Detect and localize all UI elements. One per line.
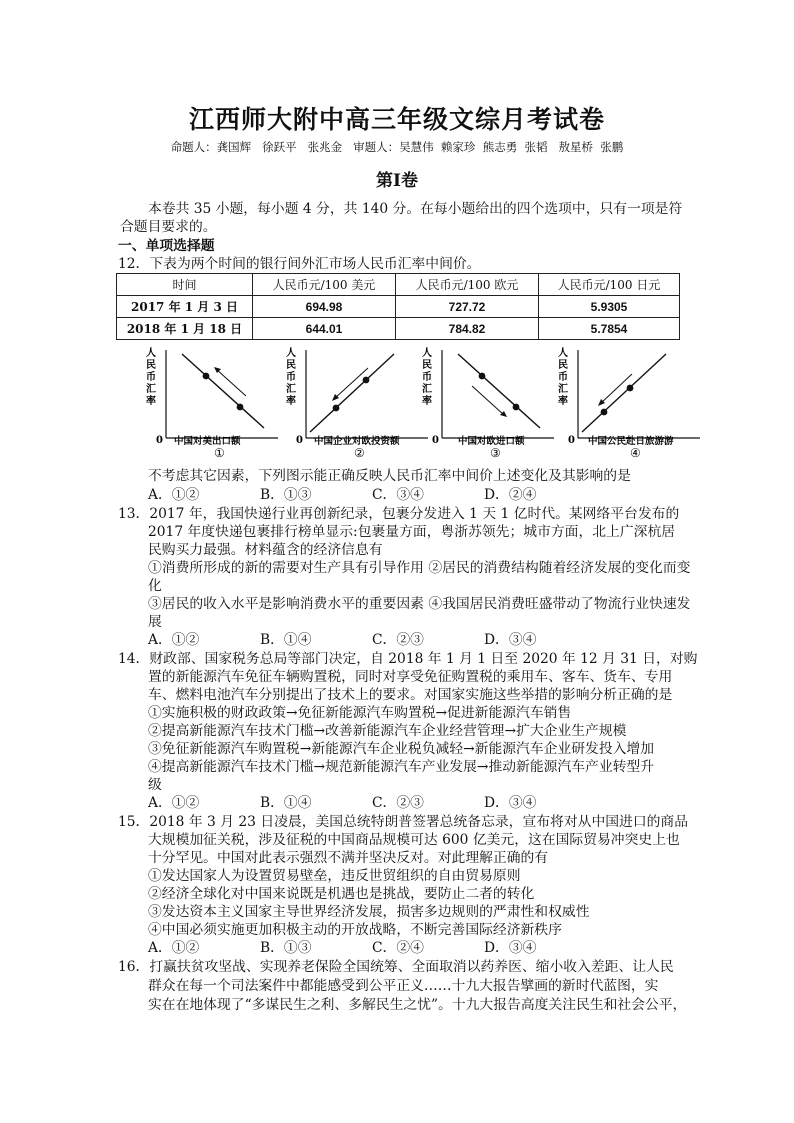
option-b: B．①④ <box>260 795 312 811</box>
q15-line: ④中国必须实施更加积极主动的开放战略，不断完善国际经济新秩序 <box>148 922 562 938</box>
table-cell: 694.98 <box>253 296 396 318</box>
table-cell: 5.9305 <box>539 296 680 318</box>
table-header-cell: 人民币元/100 日元 <box>539 274 680 296</box>
q15-line: 十分罕见。中国对此表示强烈不满并坚决反对。对此理解正确的有 <box>148 850 549 866</box>
curve <box>582 354 666 432</box>
q12-options <box>148 486 536 504</box>
option-d: D．③④ <box>484 632 537 648</box>
q15-line: ②经济全球化对中国来说既是机遇也是挑战，要防止二者的转化 <box>148 886 535 902</box>
q15-line: 大规模加征关税，涉及征税的中国商品规模可达 600 亿美元，这在国际贸易冲突史上也 <box>148 832 680 848</box>
part-heading: 一、单项选择题 <box>118 238 215 254</box>
q14-options <box>148 794 536 812</box>
y-axis-label: 人民币汇率 <box>146 348 156 407</box>
q13-options <box>148 631 536 649</box>
point <box>601 409 608 416</box>
table-cell: 644.01 <box>253 318 396 340</box>
table-row <box>117 296 680 318</box>
q14-line: ③免征新能源汽车购置税→新能源汽车企业税负减轻→新能源汽车企业研发投入增加 <box>148 741 655 757</box>
point <box>203 373 210 380</box>
q15-line: ③发达资本主义国家主导世界经济发展，损害多边规则的严肃性和权威性 <box>148 904 590 920</box>
graph-3 <box>418 346 558 458</box>
origin-label: 0 <box>432 435 439 446</box>
x-axis-label: 中国对美出口额 <box>174 436 241 447</box>
table-cell: 727.72 <box>396 296 539 318</box>
point <box>237 404 244 411</box>
table-cell-date: 2018 年 1 月 18 日 <box>117 318 253 340</box>
q14-line: 车、燃料电池汽车分别提出了技术上的要求。对国家实施这些举措的影响分析正确的是 <box>148 687 673 703</box>
x-axis-label: 中国公民赴日旅游游 <box>588 436 674 447</box>
table-header-cell: 人民币元/100 美元 <box>253 274 396 296</box>
option-b: B．①③ <box>260 487 312 503</box>
curve <box>182 354 264 428</box>
arrow <box>216 369 246 396</box>
exchange-rate-table <box>116 273 680 340</box>
q14-line: ②提高新能源汽车技术门槛→改善新能源汽车企业经营管理→扩大企业生产规模 <box>148 723 627 739</box>
q13-line: 展 <box>148 614 162 630</box>
q13-line: ①消费所形成的新的需要对生产具有引导作用 ②居民的消费结构随着经济发展的变化而变 <box>148 560 691 576</box>
table-header-row <box>117 274 680 296</box>
q12-question: 不考虑其它因素，下列图示能正确反映人民币汇率中间价上述变化及其影响的是 <box>148 468 631 484</box>
option-a: A．①② <box>148 795 200 811</box>
origin-label: 0 <box>296 435 303 446</box>
origin-label: 0 <box>156 435 163 446</box>
table-cell: 5.7854 <box>539 318 680 340</box>
intro-line-1: 本卷共 35 小题，每小题 4 分，共 140 分。在每小题给出的四个选项中，只有一项是符 <box>148 201 683 217</box>
exam-title: 江西师大附中高三年级文综月考试卷 <box>188 105 605 134</box>
x-axis-label: 中国对欧进口额 <box>458 436 525 447</box>
option-c: C．③④ <box>372 487 424 503</box>
point <box>333 405 340 412</box>
y-axis-label: 人民币汇率 <box>422 348 432 407</box>
origin-label: 0 <box>568 435 575 446</box>
point <box>513 404 520 411</box>
option-d: D．③④ <box>484 795 537 811</box>
graph-number: ③ <box>490 446 501 458</box>
point <box>363 377 370 384</box>
q12-stem: 12．下表为两个时间的银行间外汇市场人民币汇率中间价。 <box>118 256 481 272</box>
table-cell: 784.82 <box>396 318 539 340</box>
table-row <box>117 318 680 340</box>
y-axis-label: 人民币汇率 <box>286 348 296 407</box>
q13-line: 民购买力最强。材料蕴含的经济信息有 <box>148 542 383 558</box>
y-axis-label: 人民币汇率 <box>558 348 568 407</box>
q16-line: 实在在地体现了“多谋民生之利、多解民生之忧”。十九大报告高度关注民生和社会公平， <box>148 997 687 1013</box>
option-a: A．①② <box>148 632 200 648</box>
option-b: B．①④ <box>260 632 312 648</box>
q13-line: 2017 年度快递包裹排行榜单显示:包裹量方面，粤浙苏领先；城市方面，北上广深杭居 <box>148 524 676 540</box>
option-a: A．①② <box>148 940 200 956</box>
q14-line: 14．财政部、国家税务总局等部门决定，自 2018 年 1 月 1 日至 2020 年 12 月 31 日，对购 <box>118 651 698 667</box>
option-d: D．③④ <box>484 940 537 956</box>
point <box>479 373 486 380</box>
graph-4 <box>554 346 704 458</box>
q14-line: ④提高新能源汽车技术门槛→规范新能源汽车产业发展→推动新能源汽车产业转型升 <box>148 759 655 775</box>
graph-number: ④ <box>630 446 641 458</box>
graph-number: ① <box>214 446 225 458</box>
x-axis-label: 中国企业对欧投资额 <box>314 436 400 447</box>
option-c: C．②④ <box>372 940 424 956</box>
q16-line: 16．打赢扶贫攻坚战、实现养老保险全国统筹、全面取消以药养医、缩小收入差距、让人民 <box>118 959 674 975</box>
graph-1 <box>142 346 282 458</box>
q14-line: 置的新能源汽车免征车辆购置税，同时对享受免征购置税的乘用车、客车、货车、专用 <box>148 669 673 685</box>
point <box>627 385 634 392</box>
option-c: C．②③ <box>372 795 424 811</box>
option-a: A．①② <box>148 487 200 503</box>
curve <box>458 354 540 428</box>
curve <box>310 354 394 432</box>
option-c: C．②③ <box>372 632 424 648</box>
q14-line: ①实施积极的财政政策→免征新能源汽车购置税→促进新能源汽车销售 <box>148 705 572 721</box>
graph-2 <box>282 346 432 458</box>
table-header-cell: 时间 <box>117 274 253 296</box>
q15-options <box>148 939 536 957</box>
q15-line: ①发达国家人为设置贸易壁垒，违反世贸组织的自由贸易原则 <box>148 868 521 884</box>
q15-line: 15．2018 年 3 月 23 日凌晨，美国总统特朗普签署总统备忘录，宣布将对从中国进口的商品 <box>118 814 689 830</box>
q13-line: ③居民的收入水平是影响消费水平的重要因素 ④我国居民消费旺盛带动了物流行业快速发 <box>148 596 691 612</box>
q13-line: 13．2017 年，我国快递行业再创新纪录，包裹分发进入 1 天 1 亿时代。某网络平台发布的 <box>118 506 680 522</box>
q14-line: 级 <box>148 777 162 793</box>
option-b: B．①③ <box>260 940 312 956</box>
option-d: D．②④ <box>484 487 537 503</box>
intro-line-2: 合题目要求的。 <box>120 219 217 235</box>
table-header-cell: 人民币元/100 欧元 <box>396 274 539 296</box>
section-title: 第Ⅰ卷 <box>376 171 418 191</box>
authors-line: 命题人：龚国辉 徐跃平 张兆金 审题人：吴慧伟 赖家珍 熊志勇 张韬 敖星桥 张鹏 <box>170 140 624 154</box>
table-cell-date: 2017 年 1 月 3 日 <box>117 296 253 318</box>
graph-number: ② <box>354 446 365 458</box>
q13-line: 化 <box>148 578 162 594</box>
q16-line: 群众在每一个司法案件中都能感受到公平正义……十九大报告擘画的新时代蓝图，实 <box>148 978 659 994</box>
